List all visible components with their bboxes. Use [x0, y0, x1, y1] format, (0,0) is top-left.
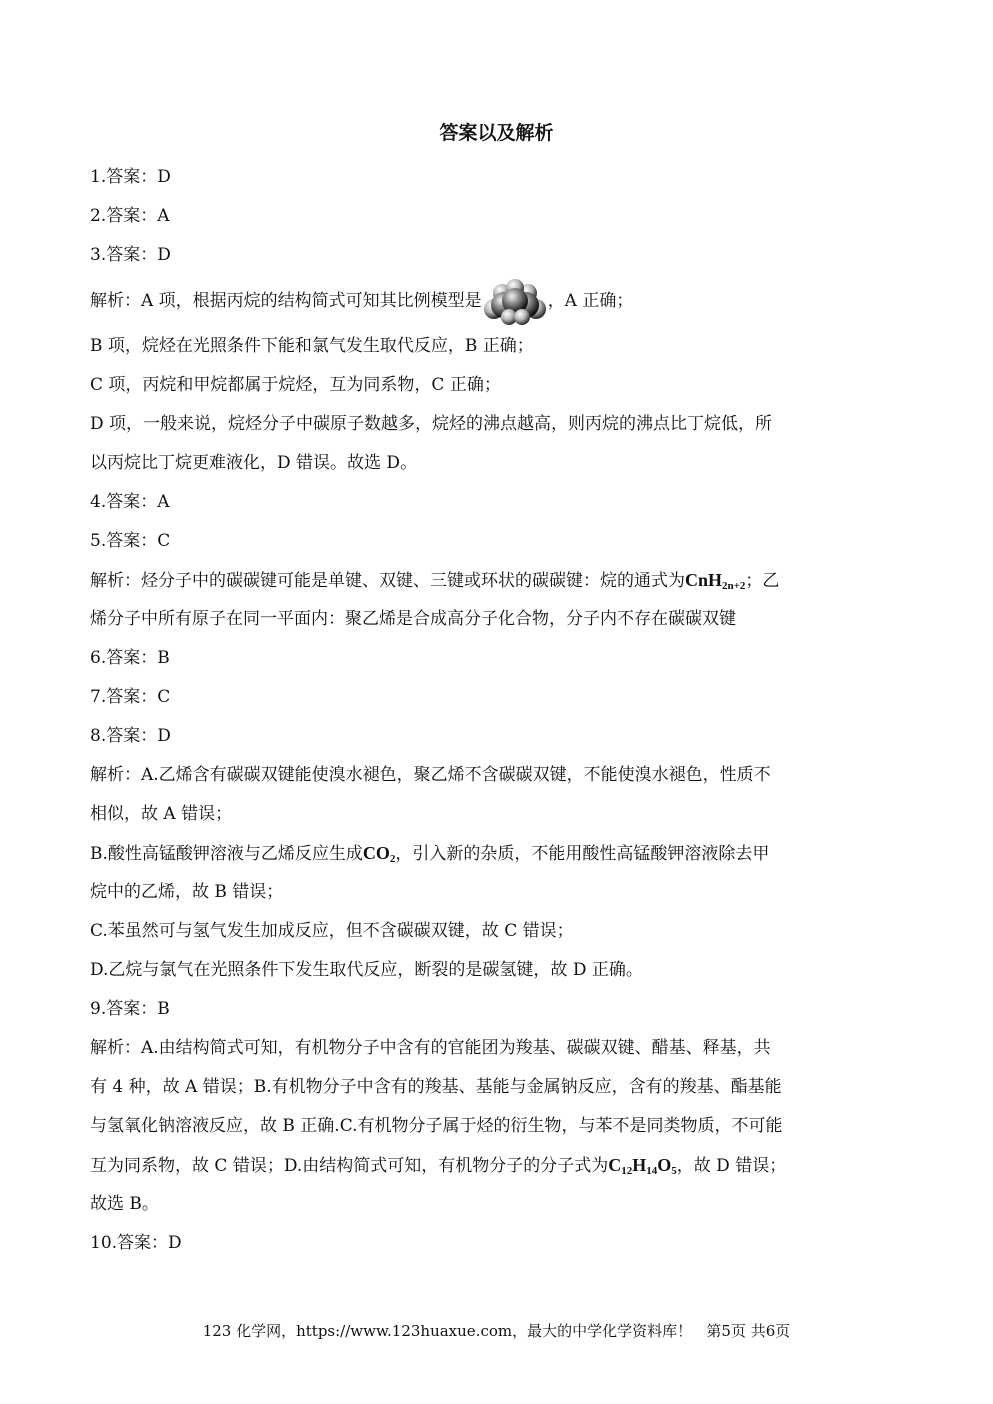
analysis-8-line-2: 相似，故 A 错误； [90, 804, 233, 824]
formula-element-c: C [608, 1155, 622, 1175]
analysis-8-line-6: D.乙烷与氯气在光照条件下发生取代反应，断裂的是碳氢键，故 D 正确。 [90, 960, 643, 980]
formula-main: CnH [685, 570, 723, 590]
formula-element-h: H [632, 1155, 647, 1175]
analysis-8-line-4: 烷中的乙烯，故 B 错误； [90, 882, 284, 902]
analysis-9-line-1: 解析：A.由结构简式可知，有机物分子中含有的官能团为羧基、碳碳双键、醋基、释基，共 [90, 1038, 771, 1058]
answer-7: 7.答案：C [90, 687, 171, 707]
answer-2: 2.答案：A [90, 206, 170, 226]
footer-page-number: 第5页 共6页 [706, 1322, 791, 1340]
analysis-9-line-2: 有 4 种，故 A 错误；B.有机物分子中含有的羧基、基能与金属钠反应，含有的羧基、酯基能 [90, 1077, 782, 1097]
answer-4: 4.答案：A [90, 492, 170, 512]
analysis-9-line-5: 故选 B。 [90, 1194, 159, 1214]
analysis-text: B.酸性高锰酸钾溶液与乙烯反应生成 [90, 844, 363, 864]
analysis-text: ，引入新的杂质，不能用酸性高锰酸钾溶液除去甲 [395, 844, 770, 864]
analysis-9-line-4 [90, 1146, 902, 1185]
analysis-8-line-5: C.苯虽然可与氢气发生加成反应，但不含碳碳双键，故 C 错误； [90, 921, 574, 941]
answer-1: 1.答案：D [90, 167, 171, 187]
answer-8: 8.答案：D [90, 726, 171, 746]
answer-6: 6.答案：B [90, 648, 170, 668]
analysis-3-line-3: C 项，丙烷和甲烷都属于烷烃，互为同系物，C 正确； [90, 375, 501, 395]
formula-main: CO [362, 843, 390, 863]
analysis-text: 互为同系物，故 C 错误；D.由结构简式可知，有机物分子的分子式为 [90, 1156, 609, 1176]
analysis-8-line-3 [90, 834, 902, 873]
analysis-3-line-2: B 项，烷烃在光照条件下能和氯气发生取代反应，B 正确； [90, 336, 534, 356]
analysis-3-line-4: D 项，一般来说，烷烃分子中碳原子数越多，烷烃的沸点越高，则丙烷的沸点比丁烷低，所 [90, 414, 773, 434]
analysis-9-line-3: 与氢氧化钠溶液反应，故 B 正确.C.有机物分子属于烃的衍生物，与苯不是同类物质，不可能 [90, 1116, 783, 1136]
analysis-text: ；乙 [745, 571, 780, 591]
formula-subscript: 2n+2 [722, 580, 746, 592]
analysis-text: ，A 正确； [547, 291, 634, 311]
formula-subscript: 5 [671, 1165, 677, 1177]
formula-subscript: 12 [621, 1165, 633, 1177]
analysis-8-line-1: 解析：A.乙烯含有碳碳双键能使溴水褪色，聚乙烯不含碳碳双键，不能使溴水褪色，性质不 [90, 765, 771, 785]
analysis-5-line-2: 烯分子中所有原子在同一平面内：聚乙烯是合成高分子化合物，分子内不存在碳碳双键 [90, 609, 736, 629]
answer-10: 10.答案：D [90, 1233, 182, 1253]
formula-element-o: O [657, 1155, 672, 1175]
analysis-text: 解析：烃分子中的碳碳键可能是单键、双键、三键或环状的碳碳键：烷的通式为 [90, 571, 685, 591]
analysis-3-line-5: 以丙烷比丁烷更难液化，D 错误。故选 D。 [90, 453, 418, 473]
page-title: 答案以及解析 [439, 122, 554, 144]
co2-formula [363, 843, 396, 863]
analysis-3-line-1 [90, 275, 902, 327]
answer-3: 3.答案：D [90, 245, 171, 265]
alkane-formula [685, 570, 745, 590]
analysis-text: 解析：A 项，根据丙烷的结构简式可知其比例模型是 [90, 291, 482, 311]
molecular-formula [608, 1155, 677, 1175]
formula-subscript: 2 [389, 853, 396, 865]
propane-space-filling-model-icon [482, 277, 548, 327]
analysis-text: ，故 D 错误； [676, 1156, 787, 1176]
page-footer [0, 1319, 993, 1343]
footer-site: 123 化学网，https://www.123huaxue.com，最大的中学化学资料库！ [202, 1322, 693, 1340]
formula-subscript: 14 [646, 1165, 658, 1177]
answer-9: 9.答案：B [90, 999, 170, 1019]
answer-5: 5.答案：C [90, 531, 171, 551]
answer-content [90, 158, 902, 1263]
analysis-5-line-1 [90, 561, 902, 600]
